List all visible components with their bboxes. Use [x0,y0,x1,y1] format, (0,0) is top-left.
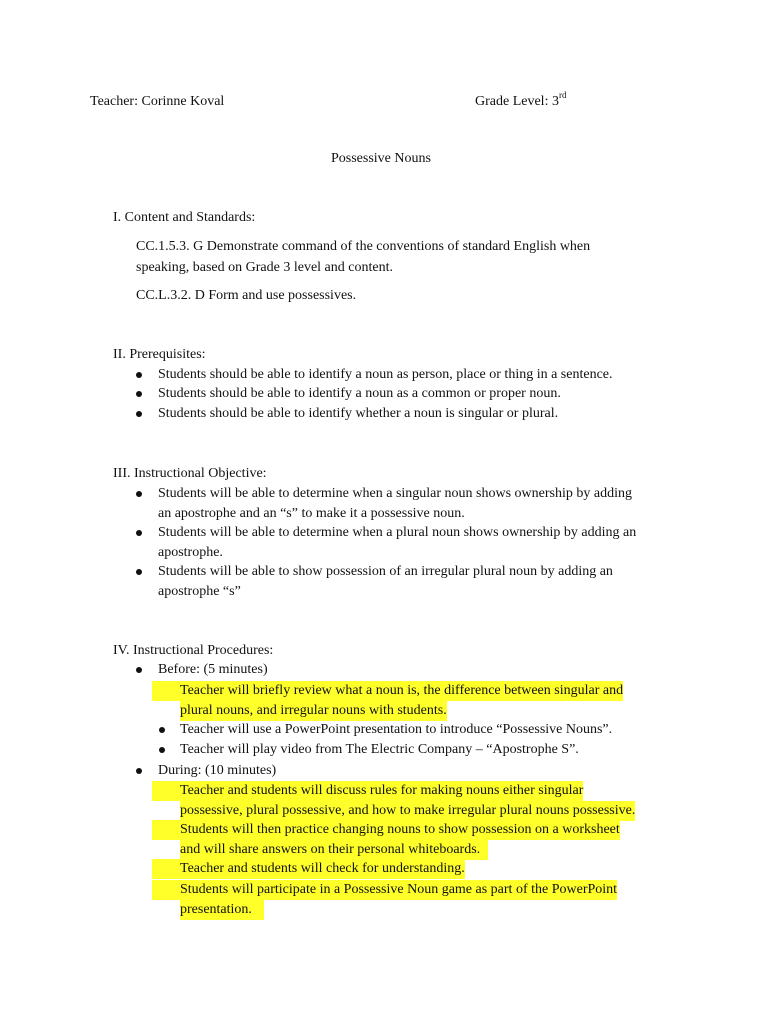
during-item-1-line-2: possessive, plural possessive, and how to make irregular plural nouns possessive. [180,801,635,821]
before-item-1-line-2: plural nouns, and irregular nouns with students. [180,701,447,721]
section-heading-content-standards: I. Content and Standards: [113,210,256,225]
bullet-icon [136,569,142,575]
prerequisite-item-1: Students should be able to identify a noun as person, place or thing in a sentence. [158,367,613,382]
section-heading-procedures: IV. Instructional Procedures: [113,643,274,658]
prerequisite-item-3: Students should be able to identify whether a noun is singular or plural. [158,406,559,421]
section-heading-prerequisites: II. Prerequisites: [113,347,206,362]
section-heading-objective: III. Instructional Objective: [113,466,267,481]
during-item-3: Teacher and students will check for understanding. [152,859,465,879]
during-item-2-line-2: and will share answers on their personal whiteboards. [180,840,488,860]
bullet-icon [136,667,142,673]
during-item-4-line-1: Students will participate in a Possessive Noun game as part of the PowerPoint [152,880,617,900]
during-item-2-line-1: Students will then practice changing nouns to show possession on a worksheet [152,820,620,840]
objective-item-3-line-2: apostrophe “s” [158,584,241,599]
bullet-icon [136,768,142,774]
bullet-icon [136,491,142,497]
before-item-1-line-1: Teacher will briefly review what a noun is, the difference between singular and [152,681,623,701]
bullet-icon [136,391,142,397]
grade-level-text: Grade Level: 3 [475,94,559,109]
during-item-1-line-1: Teacher and students will discuss rules for making nouns either singular [152,781,583,801]
bullet-icon [159,727,165,733]
before-item-3: Teacher will play video from The Electric Company – “Apostrophe S”. [180,742,579,757]
grade-level-suffix: rd [558,90,567,100]
page-title: Possessive Nouns [331,151,431,166]
before-label: Before: (5 minutes) [158,662,268,677]
bullet-icon [136,530,142,536]
objective-item-1-line-1: Students will be able to determine when a singular noun shows ownership by adding [158,486,632,501]
objective-item-2-line-1: Students will be able to determine when a plural noun shows ownership by adding an [158,525,637,540]
standard-2: CC.L.3.2. D Form and use possessives. [136,288,357,303]
during-item-4-line-2: presentation. [180,900,264,920]
bullet-icon [159,747,165,753]
bullet-icon [136,372,142,378]
before-item-2: Teacher will use a PowerPoint presentation to introduce “Possessive Nouns”. [180,722,613,737]
standard-1-line-1: CC.1.5.3. G Demonstrate command of the conventions of standard English when [136,239,591,254]
objective-item-1-line-2: an apostrophe and an “s” to make it a possessive noun. [158,506,465,521]
prerequisite-item-2: Students should be able to identify a noun as a common or proper noun. [158,386,561,401]
objective-item-3-line-1: Students will be able to show possession of an irregular plural noun by adding an [158,564,613,579]
bullet-icon [136,411,142,417]
grade-level [475,90,567,110]
objective-item-2-line-2: apostrophe. [158,545,223,560]
standard-1-line-2: speaking, based on Grade 3 level and content. [136,260,393,275]
teacher-name: Teacher: Corinne Koval [90,94,225,109]
during-label: During: (10 minutes) [158,763,277,778]
